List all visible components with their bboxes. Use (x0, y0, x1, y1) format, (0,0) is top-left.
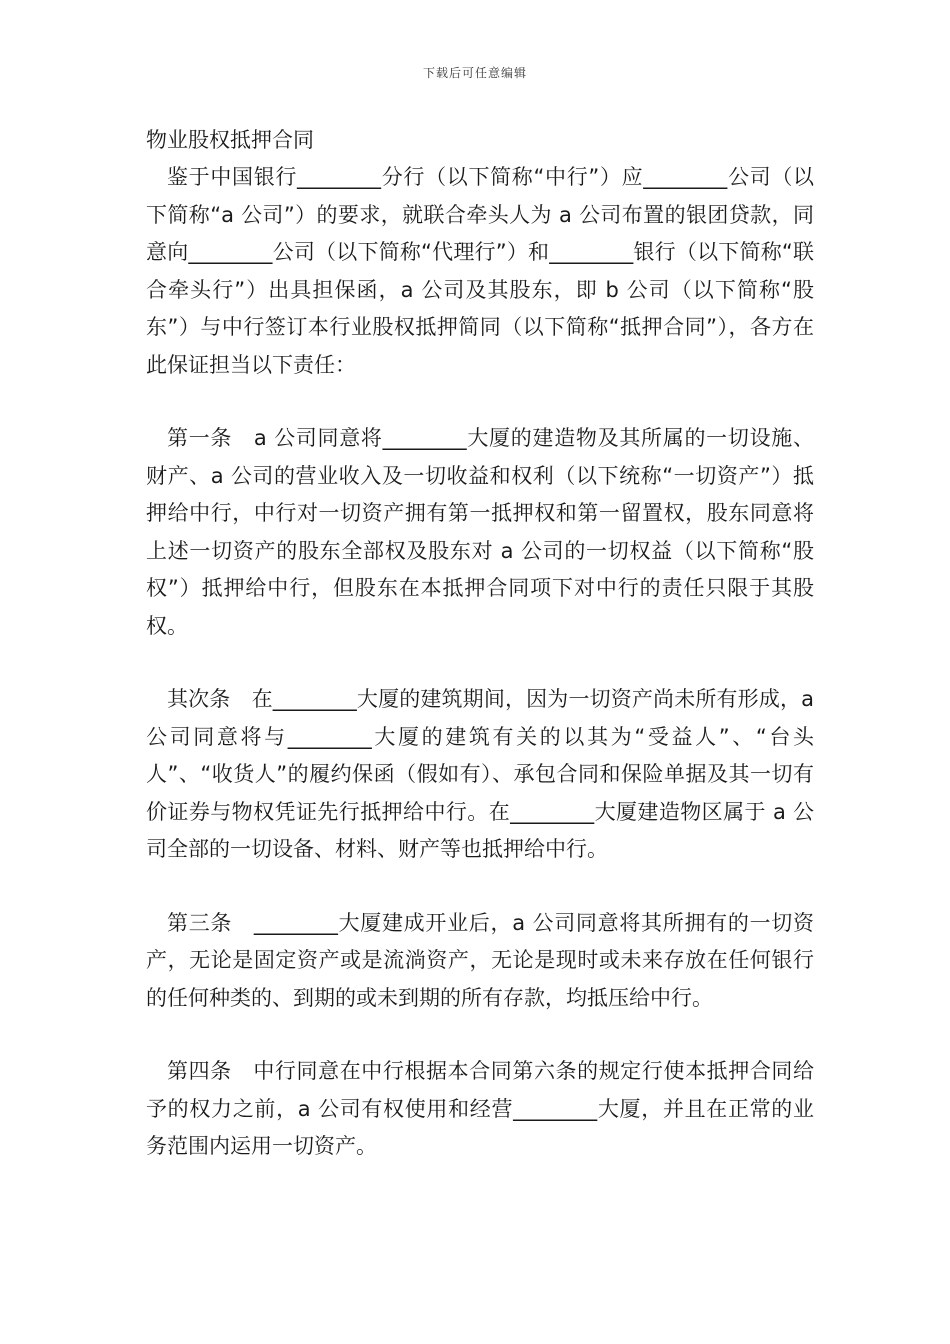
document-title: 物业股权抵押合同 (146, 128, 314, 152)
paragraph-spacer (146, 1017, 814, 1053)
document-body (146, 122, 814, 1166)
header-note: 下载后可任意编辑 (422, 66, 527, 80)
paragraph-spacer (146, 869, 814, 905)
preamble-paragraph: 鉴于中国银行________分行（以下简称“中行”）应________公司（以下简称“a 公司”）的要求，就联合牵头人为 a 公司布置的银团贷款，同意向________公司（以下简称“代理行”）和________银行（以下简称“联合牵头行”）出具担保函，a 公司及其股东，即 b 公司（以下简称“股东”）与中行签订本行业股权抵押简同（以下简称“抵押合同”），各方在此保证担当以下责任： (146, 165, 814, 377)
article-4-paragraph: 第四条 中行同意在中行根据本合同第六条的规定行使本抵押合同给予的权力之前，a 公司有权使用和经营________大厦，并且在正常的业务范围内运用一切资产。 (146, 1059, 814, 1158)
paragraph-spacer (146, 384, 814, 420)
paragraph-spacer (146, 645, 814, 681)
article-2-paragraph: 其次条 在________大厦的建筑期间，因为一切资产尚未所有形成，a 公司同意将与________大厦的建筑有关的以其为“受益人”、“台头人”、“收货人”的履约保函（假如有）、承包合同和保险单据及其一切有价证券与物权凭证先行抵押给中行。在________大厦建造物区属于 a 公司全部的一切设备、材料、财产等也抵押给中行。 (146, 687, 814, 861)
article-3-paragraph: 第三条 ________大厦建成开业后，a 公司同意将其所拥有的一切资产，无论是固定资产或是流淌资产，无论是现时或未来存放在任何银行的任何种类的、到期的或未到期的所有存款，均抵压给中行。 (146, 910, 814, 1010)
article-1-paragraph: 第一条 a 公司同意将________大厦的建造物及其所属的一切设施、财产、a 公司的营业收入及一切收益和权利（以下统称“一切资产”）抵押给中行，中行对一切资产拥有第一抵押权和第一留置权，股东同意将上述一切资产的股东全部权及股东对 a 公司的一切权益（以下简称“股权”）抵押给中行，但股东在本抵押合同项下对中行的责任只限于其股权。 (146, 426, 814, 638)
